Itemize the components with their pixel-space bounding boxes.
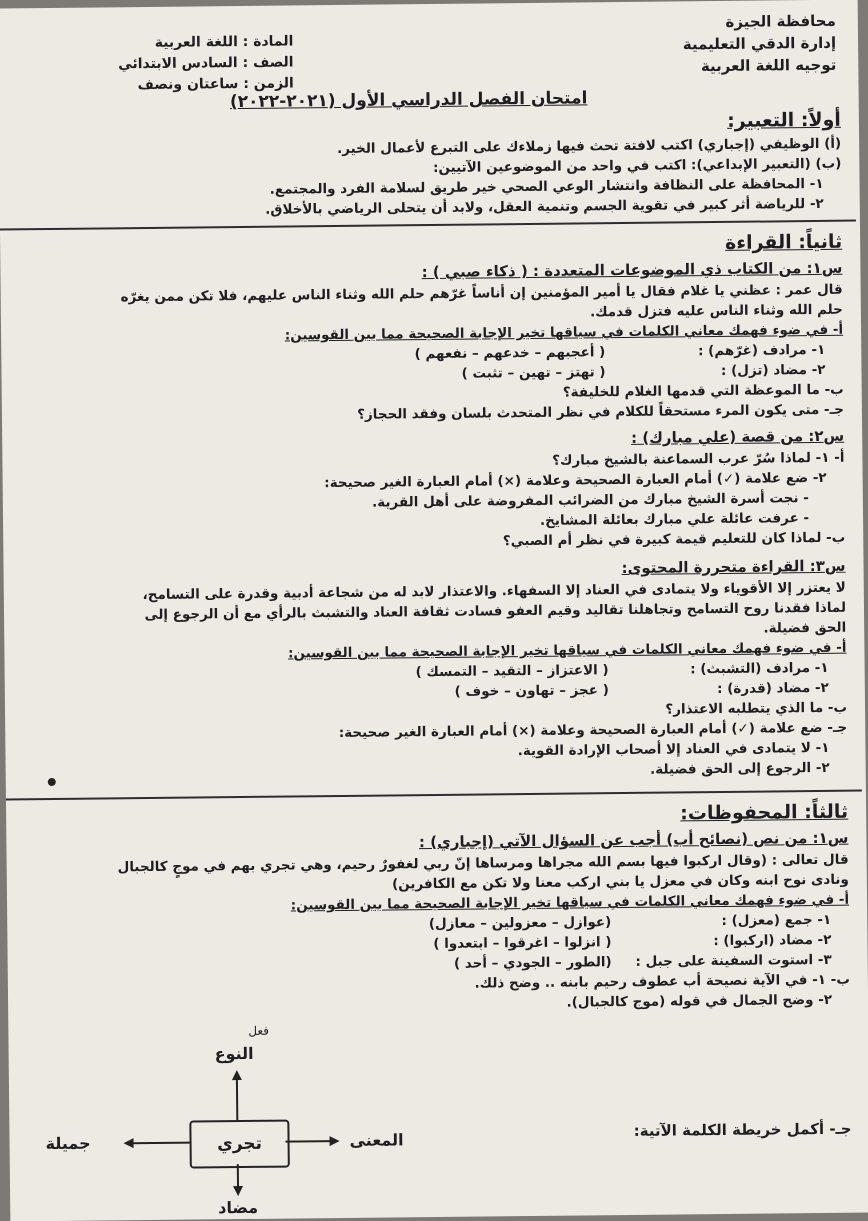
reading-title: ثانياً: القراءة [724,230,843,254]
passage-line: حلم الله وثناء الناس عليه فتزل قدمك. [589,301,843,321]
expression-line: ٢- للرياضة أثر كبير في تقوية الجسم وتنمية العقل، ولابد أن يتحلى الرياضي بالأخلاق. [265,195,824,218]
memorized-section [20,798,850,1019]
choice-label: ١- مرادف (غرّهم) : [697,341,826,360]
expression-line: ١- المحافظة على النظافة وانتشار الوعي الصحي خير طريق لسلامة الفرد والمجتمع. [269,175,824,198]
passage-line: قال عمر : عظني يا غلام فقال يا أمير المؤمنين إن أناساً غرّهم حلم الله وثناء الناس عليهم، فلا تكن ممن يغرّه [120,281,843,306]
instruction-line: أ- في ضوء فهمك معاني الكلمات في سياقها تخير الإجابة الصحيحة مما بين القوسين: [288,639,847,662]
choice-options: ( الاعتزاز – التقيد – التمسك ) [415,662,609,681]
word-map-center: تجري [189,1120,289,1169]
question-line: ب- ١- في الآية نصيحة أب عطوف رحيم بابنه .. وضح ذلك. [474,971,850,992]
choice-label: ٢- مضاد (اركبوا) : [713,931,832,950]
question-line: - عرفت عائلة علي مبارك بعائلة المشايخ. [539,510,810,529]
choice-options: ( عجز – تهاون – خوف ) [454,682,609,700]
choice-label: ١- مرادف (التشبث) : [690,659,829,678]
passage-line: الحق فضيلة. [763,619,847,637]
choice-label: ٢- مضاد (تزل) : [720,361,826,379]
question-line: ٢- الرجوع إلى الحق فضيلة. [650,759,830,778]
reading-q1 [14,256,844,429]
question-line: - نجت أسرة الشيخ مبارك من الضرائب المفروضة على أهل القرية. [372,490,809,511]
question-line: ب- ما الذي يتطلبه الاعتذار؟ [665,699,848,718]
reading-q2 [16,424,845,557]
header-authority [682,10,836,78]
header-exam-info [118,31,294,96]
question-title: س٣: القراءة متحررة المحتوى: [621,556,846,578]
passage-line: لماذا فقدنا روح التسامح وتجاهلنا تقاليد وقيم العفو فسادت ثقافة العناد والتشبث بالرأي مع أن الرجوع إلى [144,599,847,624]
question-line: ب- لماذا كان للتعليم قيمة كبيرة في نظر أم الصبي؟ [502,529,846,550]
word-map-handwritten-note: فعل [248,1023,270,1038]
choice-options: ( تهتز – تهين – تثبت ) [461,364,606,382]
question-title: س١: من الكتاب ذي الموضوعات المتعددة : ( ذكاء صبي ) : [421,258,843,282]
choice-label: ٢- مضاد (قدرة) : [717,679,829,698]
reading-section [14,228,848,787]
question-line: أ- ١- لماذا سُرّ عرب السماعنة بالشيخ مبارك؟ [552,449,845,469]
instruction-line: أ- في ضوء فهمك معاني الكلمات في سياقها تخير الإجابة الصحيحة مما بين القوسين: [284,321,844,344]
expression-section [13,106,842,223]
word-map-instruction: جـ- أكمل خريطة الكلمة الآتية: [633,1119,852,1140]
time-label: الزمن : ساعتان ونصف [137,75,294,94]
question-line: جـ- ضع علامة (✓) أمام العبارة الصحيحة وعلامة (×) أمام العبارة الغير صحيحة: [338,719,848,742]
choice-label: ٣- استوت السفينة على جبل : [635,951,832,970]
choice-options: (عوازل – معزولين – معازل) [428,914,612,933]
question-line: ب- ما الموعظة التي قدمها الغلام للخليفة؟ [562,381,844,401]
verse-line: قال تعالى : (وقال اركبوا فيها بسم الله مجراها ومرساها إنّ ربي لغفورٌ رحيم، وهي تجري بهم في موجٍ كالجبال [117,851,849,876]
question-title: س٢: من قصة (علي مبارك) : [630,426,845,447]
administration-label: إدارة الدقي التعليمية [682,33,837,54]
expression-title: أولاً: التعبير: [727,108,841,132]
word-map-left-label: جميلة [45,1133,91,1154]
instruction-line: أ- في ضوء فهمك معاني الكلمات في سياقها تخير الإجابة الصحيحة مما بين القوسين: [290,891,850,914]
ink-mark [48,778,56,786]
reading-q3 [17,554,847,787]
word-map-bottom-label: مضاد [218,1197,259,1218]
governorate-label: محافظة الجيزة [725,11,836,31]
memorized-title: ثالثاً: المحفوظات: [680,800,849,825]
exam-header [0,6,859,113]
question-line: ١- لا يتمادى في العناد إلا أصحاب الإرادة القوية. [517,739,830,760]
word-map [38,1023,560,1221]
question-title: س١: من نص (نصائح أب) أجب عن السؤال الآتي (إجباري) : [418,828,849,852]
exam-title: امتحان الفصل الدراسي الأول (٢٠٢١-٢٠٢٢) [229,88,588,113]
expression-line: (ب) (التعبير الإبداعي): اكتب في واحد من الموضوعين الآتيين: [432,155,842,176]
exam-body [13,106,850,1019]
passage-line: لا يعتزر إلا الأقوياء ولا يتمادى في العناد إلا السفهاء. والاعتذار لابد له من شجاعة أدبية وقدرة على التسامح، [142,579,846,604]
choice-options: (الطور – الجودي – أحد ) [453,954,612,972]
word-map-right-label: المعنى [349,1130,404,1150]
expression-line: (أ) الوظيفي (إجباري) اكتب لافتة تحث فيها زملاءك على التبرع لأعمال الخير. [336,135,842,157]
question-line: ٢- وضح الجمال في قوله (موج كالجبال). [566,991,833,1011]
choice-label: ١- جمع (معزل) : [721,911,832,930]
word-map-top-label: النوع [214,1043,254,1064]
choice-options: ( أعجبهم – خدعهم – نفعهم ) [414,344,606,363]
grade-label: الصف : السادس الابتدائي [118,54,294,73]
word-map-arrows [38,1033,560,1221]
question-line: جـ- متى يكون المرء مستحقاً للكلام في نظر المتحدث بلسان وفقد الحجاز؟ [357,401,845,423]
subject-label: المادة : اللغة العربية [154,33,294,51]
choice-options: ( انزلوا – اغرقوا – ابتعدوا ) [433,934,612,953]
verse-line: ونادى نوح ابنه وكان في معزل يا بني اركب معنا ولا تكن مع الكافرين) [391,871,849,893]
question-line: ٢- ضع علامة (✓) أمام العبارة الصحيحة وعلامة (×) أمام العبارة الغير صحيحة: [324,469,827,492]
department-label: توجيه اللغة العربية [700,55,837,76]
